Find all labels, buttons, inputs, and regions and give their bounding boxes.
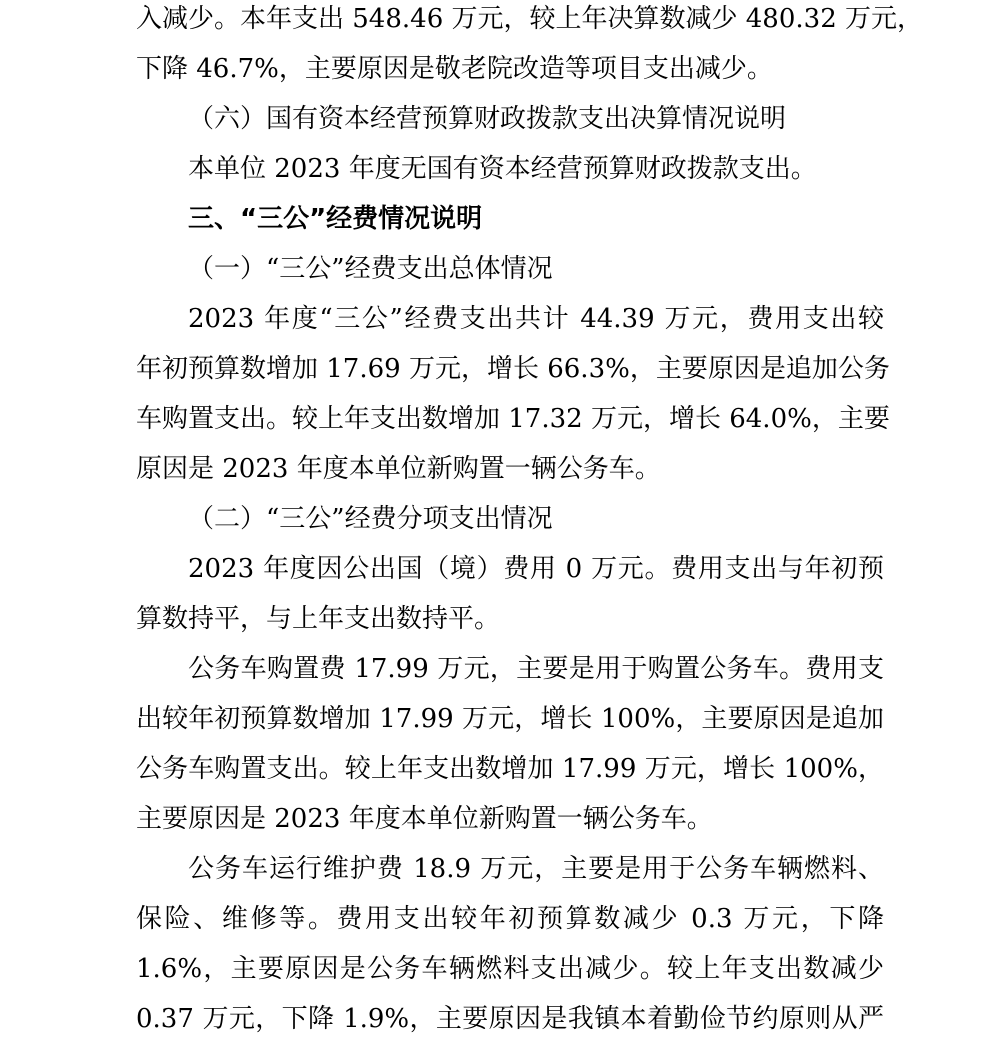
paragraph-line: 年初预算数增加 17.69 万元，增长 66.3%，主要原因是追加公务 bbox=[136, 354, 890, 384]
paragraph-line: 主要原因是 2023 年度本单位新购置一辆公务车。 bbox=[136, 804, 713, 834]
paragraph-line: 下降 46.7%，主要原因是敬老院改造等项目支出减少。 bbox=[136, 54, 773, 84]
paragraph-line: 保险、维修等。费用支出较年初预算数减少 0.3 万元，下降 bbox=[136, 904, 884, 934]
paragraph-line: 公务车购置费 17.99 万元，主要是用于购置公务车。费用支 bbox=[188, 654, 884, 684]
paragraph-line: 1.6%，主要原因是公务车辆燃料支出减少。较上年支出数减少 bbox=[136, 954, 884, 984]
paragraph-line: 出较年初预算数增加 17.99 万元，增长 100%，主要原因是追加 bbox=[136, 704, 884, 734]
paragraph-line: 0.37 万元，下降 1.9%，主要原因是我镇本着勤俭节约原则从严 bbox=[136, 1004, 884, 1034]
paragraph-line: 算数持平，与上年支出数持平。 bbox=[136, 604, 501, 634]
paragraph-line: 2023 年度“三公”经费支出共计 44.39 万元，费用支出较 bbox=[188, 304, 884, 334]
paragraph-line: 本单位 2023 年度无国有资本经营预算财政拨款支出。 bbox=[188, 154, 817, 184]
paragraph-line: 公务车购置支出。较上年支出数增加 17.99 万元，增长 100%， bbox=[136, 754, 884, 784]
paragraph-line: 公务车运行维护费 18.9 万元，主要是用于公务车辆燃料、 bbox=[188, 854, 884, 884]
section-heading: （六）国有资本经营预算财政拨款支出决算情况说明 bbox=[188, 104, 787, 134]
paragraph-line: 入减少。本年支出 548.46 万元，较上年决算数减少 480.32 万元， bbox=[136, 4, 924, 34]
paragraph-line: 原因是 2023 年度本单位新购置一辆公务车。 bbox=[136, 454, 661, 484]
section-heading: （二）“三公”经费分项支出情况 bbox=[188, 504, 553, 534]
section-heading: （一）“三公”经费支出总体情况 bbox=[188, 254, 553, 284]
chapter-heading: 三、“三公”经费情况说明 bbox=[188, 204, 483, 234]
paragraph-line: 车购置支出。较上年支出数增加 17.32 万元，增长 64.0%，主要 bbox=[136, 404, 890, 434]
paragraph-line: 2023 年度因公出国（境）费用 0 万元。费用支出与年初预 bbox=[188, 554, 884, 584]
